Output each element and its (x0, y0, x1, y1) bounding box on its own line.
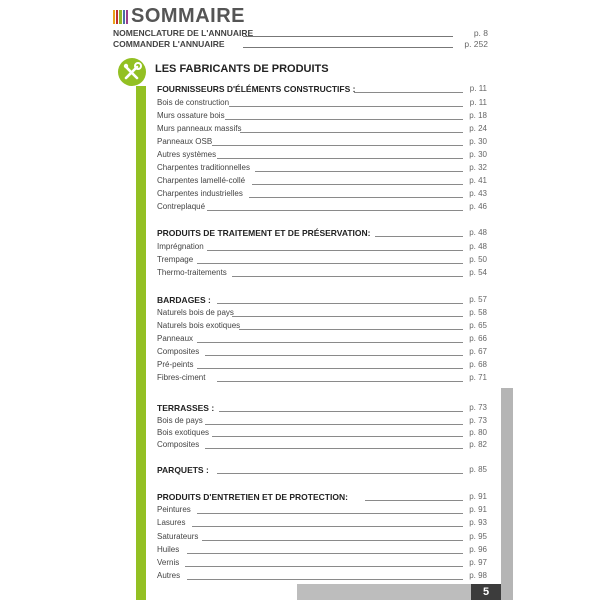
leader-line (232, 276, 463, 277)
leader-line (217, 158, 463, 159)
page-ref: p. 58 (469, 308, 487, 317)
toc-item[interactable] (157, 189, 487, 201)
toc-item[interactable] (157, 347, 487, 359)
item-label: Bois de construction (157, 98, 230, 107)
toc-item[interactable] (157, 163, 487, 175)
toc-item[interactable] (157, 150, 487, 162)
item-label: Autres (157, 571, 181, 580)
page-ref: p. 73 (469, 403, 487, 412)
group-title: PRODUITS D'ENTRETIEN ET DE PROTECTION: (157, 492, 348, 502)
leader-line (217, 381, 463, 382)
toc-item[interactable] (157, 98, 487, 110)
group-title: PARQUETS : (157, 465, 209, 475)
leader-line (205, 355, 463, 356)
leader-line (197, 513, 463, 514)
page-ref: p. 18 (469, 111, 487, 120)
toc-item[interactable] (157, 545, 487, 557)
leader-line (232, 316, 463, 317)
leader-line (243, 36, 453, 37)
leader-line (365, 500, 463, 501)
page-ref: p. 71 (469, 373, 487, 382)
logo-bar (126, 10, 128, 24)
toc-item[interactable] (157, 334, 487, 346)
item-label: Murs ossature bois (157, 111, 225, 120)
leader-line (192, 526, 463, 527)
page-ref: p. 41 (469, 176, 487, 185)
page-ref: p. 82 (469, 440, 487, 449)
item-label: Lasures (157, 518, 186, 527)
page-ref: p. 46 (469, 202, 487, 211)
item-label: Autres systèmes (157, 150, 217, 159)
header-link-commander[interactable] (113, 39, 488, 50)
item-label: Trempage (157, 255, 194, 264)
leader-line (240, 132, 463, 133)
leader-line (187, 553, 463, 554)
item-label: Naturels bois exotiques (157, 321, 241, 330)
header-link-label: NOMENCLATURE DE L'ANNUAIRE (113, 28, 254, 38)
page-ref: p. 65 (469, 321, 487, 330)
page-ref: p. 30 (469, 137, 487, 146)
group-title: BARDAGES : (157, 295, 211, 305)
item-label: Fibres-ciment (157, 373, 206, 382)
toc-group-heading[interactable] (157, 84, 487, 96)
page-ref: p. 48 (469, 242, 487, 251)
leader-line (212, 436, 463, 437)
toc-item[interactable] (157, 321, 487, 333)
item-label: Bois de pays (157, 416, 203, 425)
item-label: Saturateurs (157, 532, 199, 541)
leader-line (197, 368, 463, 369)
item-label: Charpentes traditionnelles (157, 163, 250, 172)
toc-group-heading[interactable] (157, 295, 487, 307)
toc-group-heading[interactable] (157, 465, 487, 477)
item-label: Composites (157, 440, 200, 449)
leader-line (202, 540, 463, 541)
item-label: Charpentes lamellé-collé (157, 176, 246, 185)
side-tab (501, 388, 513, 600)
item-label: Vernis (157, 558, 180, 567)
item-label: Charpentes industrielles (157, 189, 243, 198)
section-title: LES FABRICANTS DE PRODUITS (155, 63, 329, 75)
page-ref: p. 96 (469, 545, 487, 554)
logo-bar (116, 10, 118, 24)
leader-line (225, 119, 463, 120)
page-ref: p. 73 (469, 416, 487, 425)
toc-item[interactable] (157, 137, 487, 149)
leader-line (217, 303, 463, 304)
leader-line (217, 473, 463, 474)
page-ref: p. 67 (469, 347, 487, 356)
item-label: Naturels bois de pays (157, 308, 234, 317)
toc-item[interactable] (157, 558, 487, 570)
header-link-nomenclature[interactable] (113, 28, 488, 39)
toc-item[interactable] (157, 373, 487, 385)
toc-item[interactable] (157, 505, 487, 517)
toc-item[interactable] (157, 255, 487, 267)
page-ref: p. 66 (469, 334, 487, 343)
leader-line (207, 210, 463, 211)
leader-line (239, 329, 463, 330)
toc-item[interactable] (157, 571, 487, 583)
page-ref: p. 50 (469, 255, 487, 264)
item-label: Murs panneaux massifs (157, 124, 242, 133)
page-ref: p. 32 (469, 163, 487, 172)
item-label: Thermo-traitements (157, 268, 227, 277)
page-ref: p. 24 (469, 124, 487, 133)
leader-line (255, 171, 463, 172)
page-ref: p. 97 (469, 558, 487, 567)
page-ref: p. 48 (469, 228, 487, 237)
toc-item[interactable] (157, 124, 487, 136)
page-ref: p. 91 (469, 492, 487, 501)
leader-line (205, 424, 463, 425)
leader-line (354, 92, 463, 93)
item-label: Pré-peints (157, 360, 194, 369)
section-accent-bar (136, 86, 146, 600)
leader-line (249, 197, 463, 198)
logo-bar (113, 10, 115, 24)
page-ref: p. 43 (469, 189, 487, 198)
header-link-page: p. 252 (464, 39, 488, 49)
leader-line (205, 448, 463, 449)
toc-item[interactable] (157, 242, 487, 254)
page-ref: p. 54 (469, 268, 487, 277)
page-ref: p. 68 (469, 360, 487, 369)
toc-item[interactable] (157, 176, 487, 188)
leader-line (197, 342, 463, 343)
page-ref: p. 93 (469, 518, 487, 527)
toc-item[interactable] (157, 308, 487, 320)
leader-line (185, 566, 463, 567)
leader-line (252, 184, 463, 185)
item-label: Huiles (157, 545, 180, 554)
leader-line (207, 250, 463, 251)
item-label: Composites (157, 347, 200, 356)
group-title: TERRASSES : (157, 403, 215, 413)
toc-group-heading[interactable] (157, 228, 487, 240)
page-ref: p. 95 (469, 532, 487, 541)
toc-group-heading[interactable] (157, 403, 487, 415)
leader-line (197, 263, 463, 264)
item-label: Peintures (157, 505, 191, 514)
leader-line (212, 145, 463, 146)
page-ref: p. 11 (469, 98, 487, 107)
leader-line (243, 47, 453, 48)
page-ref: p. 57 (469, 295, 487, 304)
leader-line (219, 411, 463, 412)
toc-item[interactable] (157, 532, 487, 544)
toc-item[interactable] (157, 416, 487, 428)
page-ref: p. 80 (469, 428, 487, 437)
toc-item[interactable] (157, 440, 487, 452)
item-label: Bois exotiques (157, 428, 210, 437)
leader-line (187, 579, 463, 580)
header-link-label: COMMANDER L'ANNUAIRE (113, 39, 225, 49)
page-title: SOMMAIRE (131, 5, 245, 27)
page-ref: p. 98 (469, 571, 487, 580)
page-ref: p. 85 (469, 465, 487, 474)
toc-item[interactable] (157, 111, 487, 123)
item-label: Panneaux OSB (157, 137, 213, 146)
tools-icon (118, 58, 146, 86)
group-title: PRODUITS DE TRAITEMENT ET DE PRÉSERVATION: (157, 228, 371, 238)
logo-bar (119, 10, 121, 24)
toc-group-heading[interactable] (157, 492, 487, 504)
logo-bars-icon (113, 10, 128, 24)
leader-line (375, 236, 463, 237)
page-ref: p. 11 (469, 84, 487, 93)
page-ref: p. 30 (469, 150, 487, 159)
item-label: Imprégnation (157, 242, 204, 251)
toc-item[interactable] (157, 360, 487, 372)
group-title: FOURNISSEURS D'ÉLÉMENTS CONSTRUCTIFS : (157, 84, 356, 94)
toc-item[interactable] (157, 268, 487, 280)
footer-tab (297, 584, 471, 600)
header-link-page: p. 8 (473, 28, 488, 38)
toc-item[interactable] (157, 428, 487, 440)
toc-item[interactable] (157, 518, 487, 530)
logo-bar (123, 10, 125, 24)
item-label: Contreplaqué (157, 202, 206, 211)
page-ref: p. 91 (469, 505, 487, 514)
toc-item[interactable] (157, 202, 487, 214)
leader-line (229, 106, 463, 107)
item-label: Panneaux (157, 334, 194, 343)
page-number: 5 (471, 584, 501, 600)
